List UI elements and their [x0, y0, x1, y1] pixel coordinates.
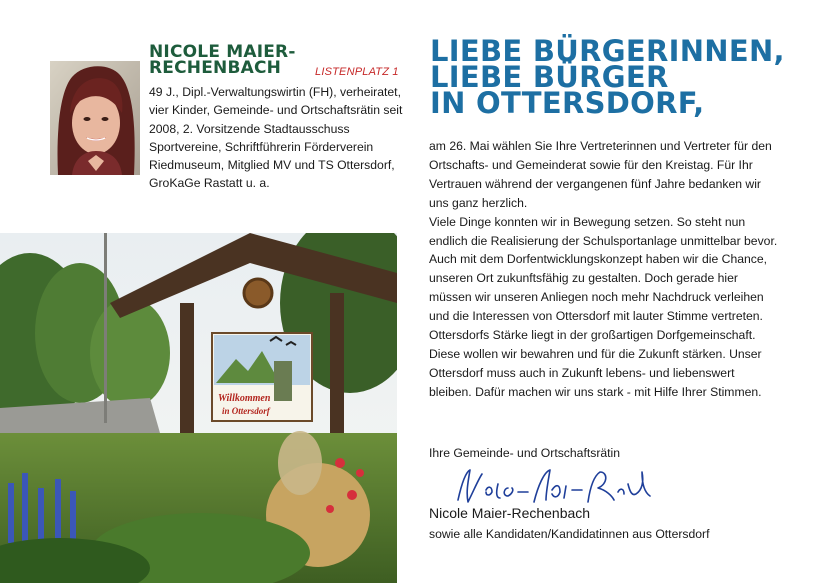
- sign-text-welcome: Willkommen: [218, 393, 271, 404]
- sign-text-town: in Ottersdorf: [222, 406, 270, 416]
- letter-headline: [430, 34, 820, 120]
- headline-line-3: IN OTTERSDORF,: [430, 86, 705, 120]
- letter-body: [429, 137, 779, 402]
- candidate-name: [149, 44, 309, 76]
- headline-line-2: LIEBE BÜRGER: [430, 60, 669, 94]
- village-welcome-photo: [0, 233, 397, 583]
- letter-paragraph-2: Viele Dinge konnten wir in Bewegung setzen. So steht nun endlich die Realisierung der Schulsportanlage unmittelbar bevor. Auch mit dem Dorfentwicklungskonzept haben wir die Chance, unseren Ort zukunftsfähig zu gestalten. Doch gerade hier müssen wir unseren Anliegen noch mehr Nachdruck verleihen und die Interessen von Ottersdorf mit lauter Stimme vertreten. Ottersdorfs Stärke liegt in der großartigen Dorfgemeinschaft. Diese wollen wir bewahren und für die Zukunft stärken. Unser Ottersdorf muss auch in Zukunft lebens- und liebenswert bleiben. Dafür machen wir uns stark - mit Hilfe Ihrer Stimmen.: [429, 214, 778, 399]
- team-line: sowie alle Kandidaten/Kandidatinnen aus Ottersdorf: [429, 527, 710, 541]
- letter-closing: Ihre Gemeinde- und Ortschaftsrätin: [429, 446, 621, 460]
- candidate-name-line1: NICOLE MAIER-: [149, 42, 296, 62]
- candidate-name-line2: RECHENBACH: [149, 58, 282, 78]
- candidate-bio: 49 J., Dipl.-Verwaltungswirtin (FH), verheiratet, vier Kinder, Gemeinde- und Ortschaftsrätin seit 2008, 2. Vorsitzende Stadtausschuss Sportvereine, Schriftführerin Förderverein Riedmuseum, Mitglied MV und TS Ottersdorf, GroKaGe Rastatt u. a.: [149, 85, 403, 191]
- handwritten-signature: [452, 462, 662, 508]
- candidate-portrait: [50, 61, 140, 175]
- headline-line-1: LIEBE BÜRGERINNEN,: [430, 34, 785, 68]
- letter-paragraph-1: am 26. Mai wählen Sie Ihre Vertreterinnen und Vertreter für den Ortschafts- und Gemeinderat sowie für den Kreistag. Für Ihr Vertrauen während der vergangenen fünf Jahre bedanken wir uns ganz herzlich.: [429, 139, 772, 210]
- signer-name: Nicole Maier-Rechenbach: [429, 505, 591, 521]
- list-position-label: LISTENPLATZ 1: [315, 66, 399, 78]
